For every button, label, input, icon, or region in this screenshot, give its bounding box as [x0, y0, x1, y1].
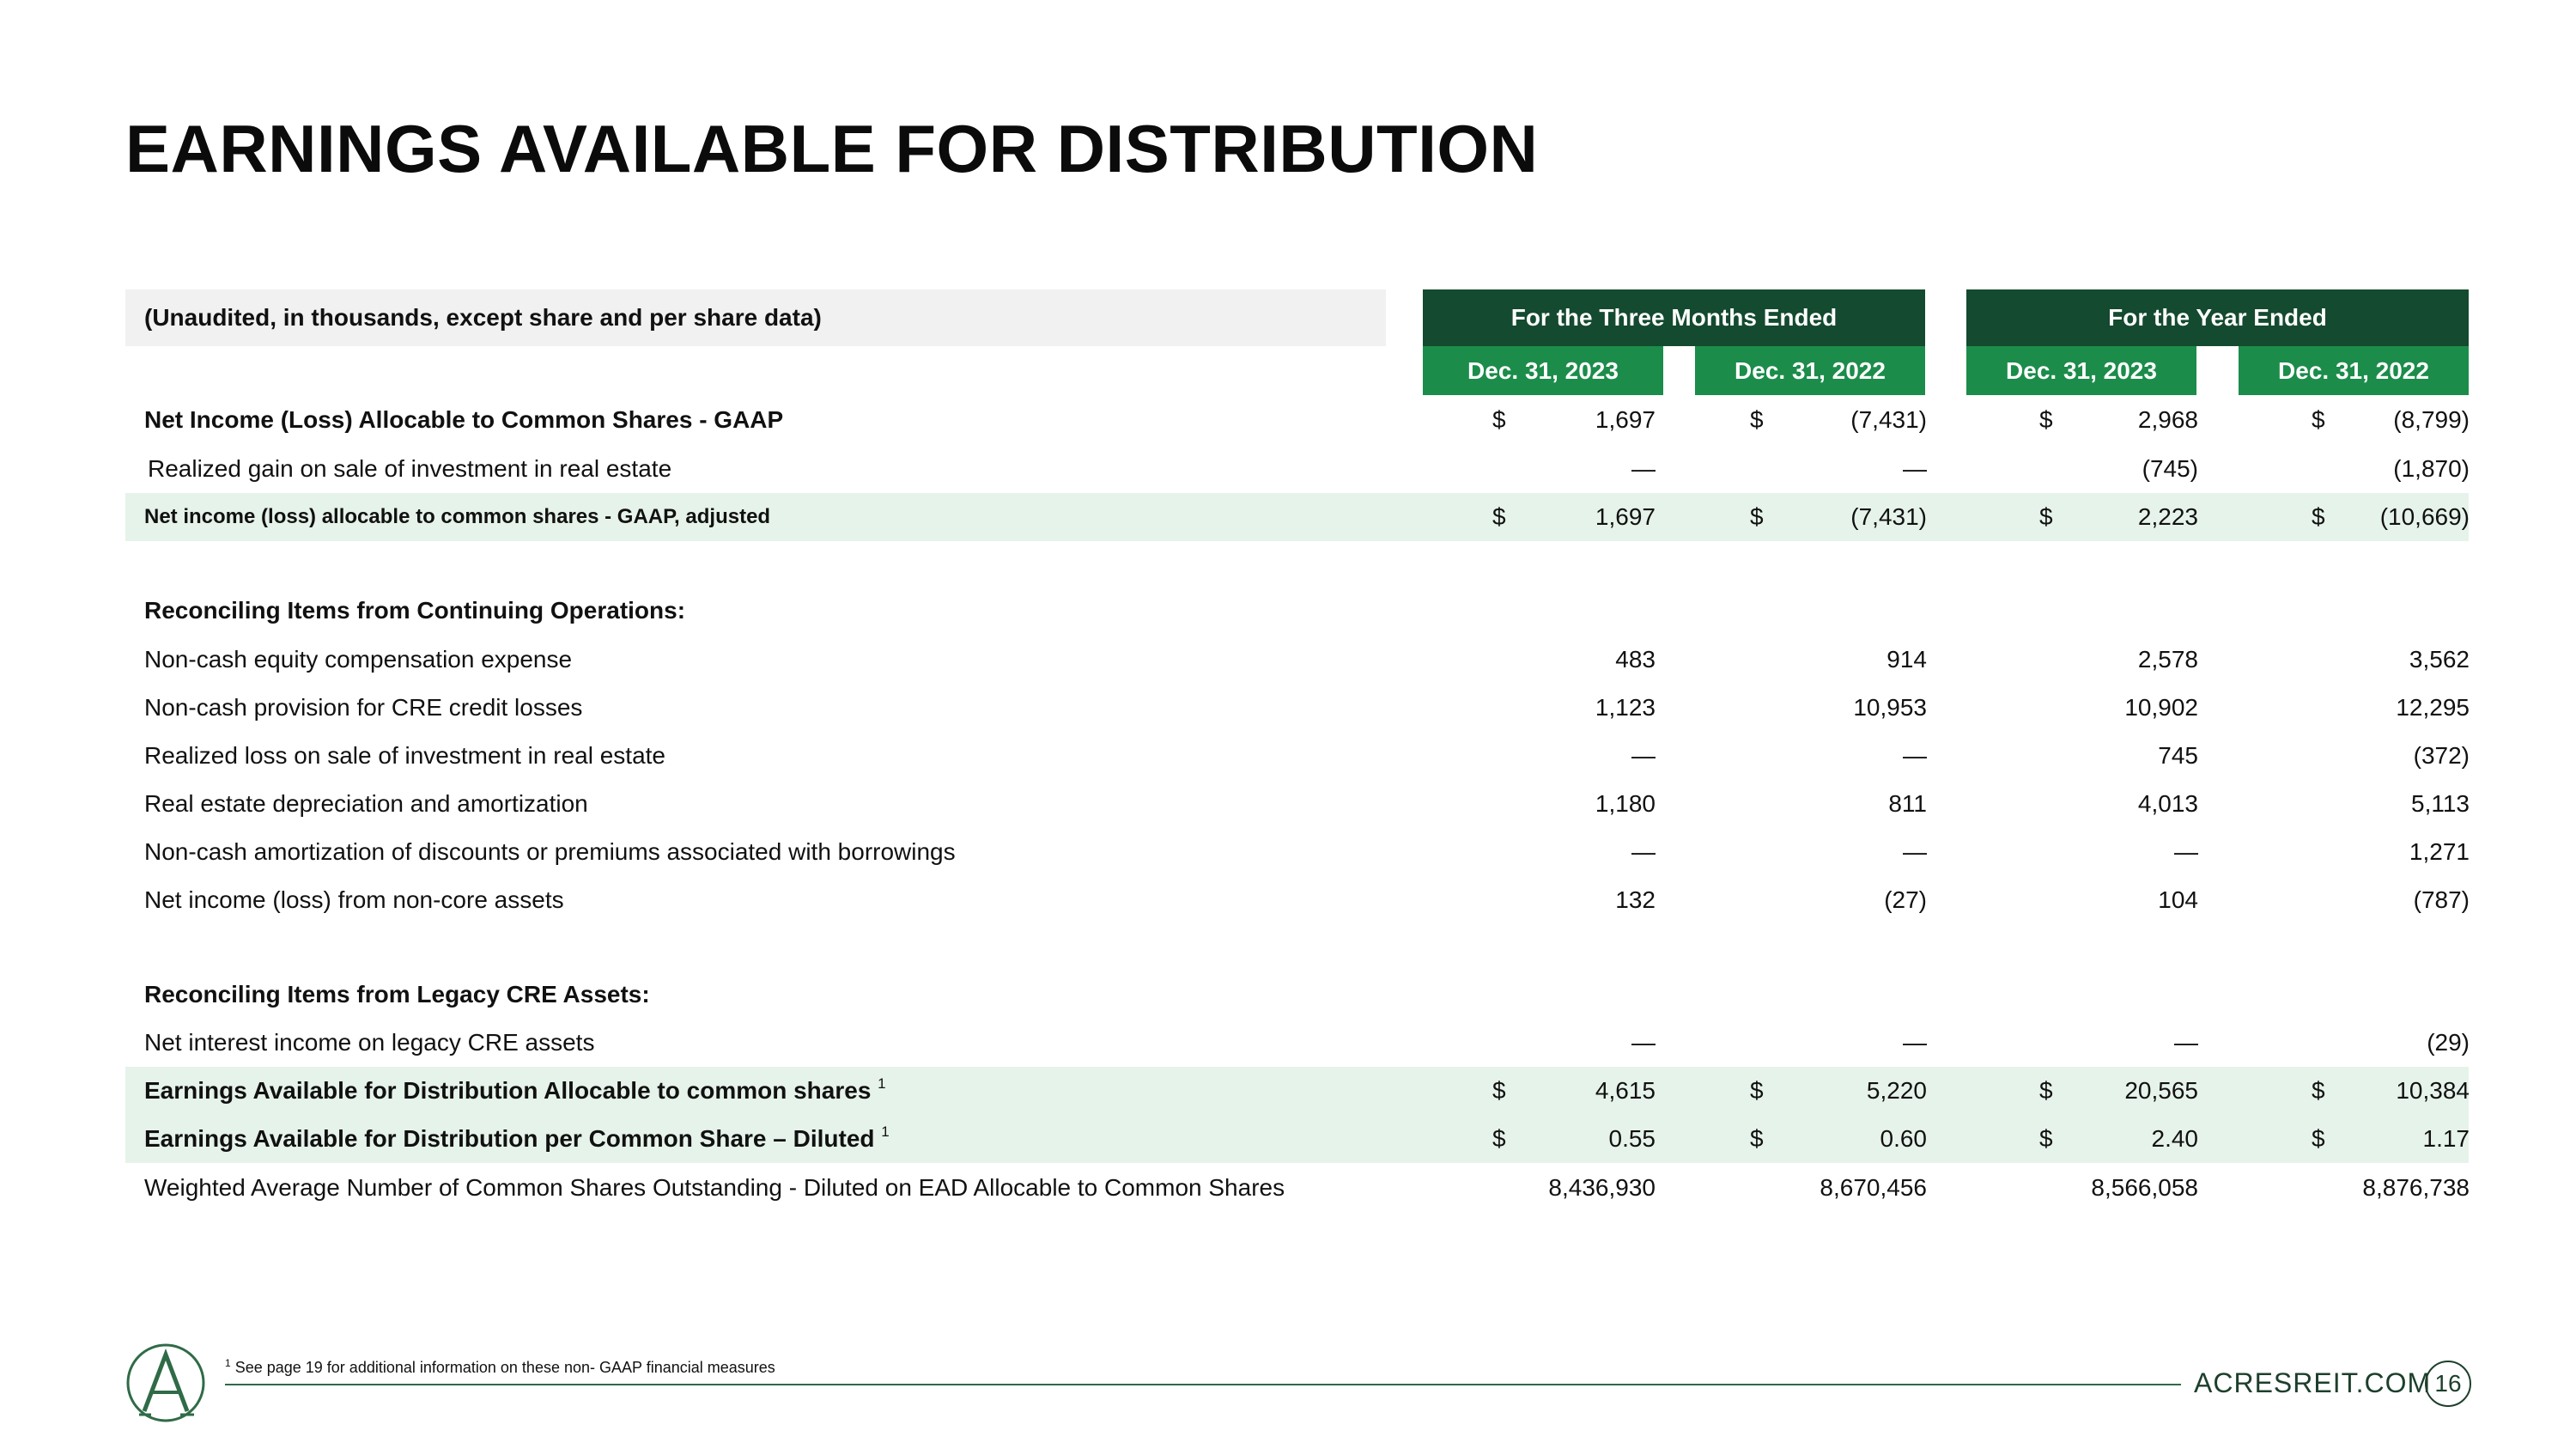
cell-q4-2022: (27) — [1884, 886, 1927, 913]
table-row — [125, 636, 2469, 684]
row-label: Realized gain on sale of investment in real estate — [148, 455, 672, 482]
cell-fy-2022: 3,562 — [2409, 646, 2470, 673]
table-header-label: (Unaudited, in thousands, except share and per share data) — [144, 304, 822, 331]
cell-q4-2023: 1,697 — [1595, 503, 1656, 530]
cell-fy-2023: 20,565 — [2124, 1077, 2198, 1104]
row-label: Non-cash provision for CRE credit losses — [144, 694, 583, 721]
table-row — [125, 876, 2469, 924]
cell-q4-2022: 0.60 — [1880, 1125, 1927, 1152]
cell-fy-2022: 10,384 — [2396, 1077, 2470, 1104]
cell-fy-2023: 2,578 — [2137, 646, 2198, 673]
website-link[interactable]: ACRESREIT.COM — [2194, 1367, 2432, 1398]
cell-fy-2023: (745) — [2142, 455, 2198, 482]
currency-symbol: $ — [2312, 1077, 2325, 1104]
group-header-year: For the Year Ended — [1966, 289, 2469, 346]
cell-fy-2023: — — [2174, 838, 2198, 865]
cell-fy-2022: 1,271 — [2409, 838, 2470, 865]
cell-fy-2022: (10,669) — [2379, 503, 2470, 530]
page-title: EARNINGS AVAILABLE FOR DISTRIBUTION — [125, 111, 1539, 186]
cell-fy-2022: 12,295 — [2396, 694, 2470, 721]
currency-symbol: $ — [1492, 406, 1506, 433]
cell-fy-2022: 5,113 — [2411, 790, 2470, 817]
cell-fy-2023: 2,968 — [2137, 406, 2198, 433]
cell-q4-2022: (7,431) — [1850, 406, 1927, 433]
table-row — [125, 828, 2469, 876]
table-row — [125, 971, 2469, 1019]
currency-symbol: $ — [2039, 1077, 2053, 1104]
table-row — [125, 1115, 2469, 1163]
currency-symbol: $ — [2039, 503, 2053, 530]
row-label: Realized loss on sale of investment in real estate — [144, 742, 665, 769]
cell-fy-2023: 745 — [2158, 742, 2198, 769]
cell-q4-2023: — — [1631, 1029, 1656, 1056]
cell-fy-2023: 8,566,058 — [2091, 1174, 2198, 1201]
group-header-three-months: For the Three Months Ended — [1423, 289, 1925, 346]
table-header-label-cell — [125, 289, 1386, 346]
table-row — [125, 684, 2469, 732]
cell-q4-2022: 811 — [1888, 790, 1927, 817]
row-label: Net income (loss) allocable to common shares - GAAP, adjusted — [144, 505, 771, 528]
currency-symbol: $ — [1750, 503, 1764, 530]
currency-symbol: $ — [2312, 503, 2325, 530]
row-label: Net Income (Loss) Allocable to Common Shares - GAAP — [144, 406, 784, 433]
row-label: Reconciling Items from Continuing Operations: — [144, 597, 686, 624]
page-number: 16 — [2425, 1361, 2471, 1407]
cell-q4-2022: 914 — [1886, 646, 1927, 673]
column-header-q4-2022: Dec. 31, 2022 — [1695, 346, 1925, 395]
table-row — [125, 396, 2469, 444]
table-row — [125, 1019, 2469, 1067]
row-label: Net interest income on legacy CRE assets — [144, 1029, 595, 1056]
cell-fy-2022: (787) — [2413, 886, 2470, 913]
table-row — [125, 1067, 2469, 1115]
footnote: $^1$ See page 19 for additional information on these non- GAAP financial measures — [225, 1357, 775, 1376]
cell-q4-2022: (7,431) — [1850, 503, 1927, 530]
cell-fy-2023: 2,223 — [2137, 503, 2198, 530]
cell-q4-2023: 1,180 — [1595, 790, 1656, 817]
table-row — [125, 780, 2469, 828]
cell-fy-2023: — — [2174, 1029, 2198, 1056]
column-header-q4-2023: Dec. 31, 2023 — [1423, 346, 1663, 395]
cell-fy-2023: 4,013 — [2137, 790, 2198, 817]
currency-symbol: $ — [1492, 1077, 1506, 1104]
cell-q4-2022: — — [1903, 455, 1927, 482]
cell-q4-2023: — — [1631, 838, 1656, 865]
currency-symbol: $ — [1492, 503, 1506, 530]
currency-symbol: $ — [1750, 406, 1764, 433]
cell-fy-2023: 2.40 — [2151, 1125, 2198, 1152]
cell-q4-2022: — — [1903, 838, 1927, 865]
currency-symbol: $ — [2039, 1125, 2053, 1152]
cell-fy-2022: (372) — [2413, 742, 2470, 769]
cell-q4-2023: 8,436,930 — [1548, 1174, 1656, 1201]
row-label: Net income (loss) from non-core assets — [144, 886, 564, 913]
cell-fy-2023: 10,902 — [2124, 694, 2198, 721]
acres-logo — [125, 1342, 206, 1423]
row-label: Real estate depreciation and amortization — [144, 790, 588, 817]
cell-q4-2023: 132 — [1615, 886, 1656, 913]
row-label: Reconciling Items from Legacy CRE Assets: — [144, 981, 650, 1008]
row-label: Earnings Available for Distribution per Common Share – Diluted $^1$ — [144, 1123, 890, 1152]
row-label: Non-cash equity compensation expense — [144, 646, 573, 673]
footer-divider — [225, 1384, 2181, 1385]
currency-symbol: $ — [2312, 406, 2325, 433]
table-row — [125, 445, 2469, 493]
cell-fy-2022: 1.17 — [2422, 1125, 2470, 1152]
cell-fy-2022: (29) — [2427, 1029, 2470, 1056]
row-label: Weighted Average Number of Common Shares Outstanding - Diluted on EAD Allocable to Common Shares — [144, 1174, 1285, 1201]
cell-q4-2022: 5,220 — [1866, 1077, 1927, 1104]
table-row — [125, 732, 2469, 780]
cell-q4-2022: — — [1903, 742, 1927, 769]
cell-q4-2023: 1,123 — [1595, 694, 1656, 721]
cell-q4-2022: 8,670,456 — [1820, 1174, 1927, 1201]
cell-q4-2023: 0.55 — [1608, 1125, 1656, 1152]
row-label: Earnings Available for Distribution Allocable to common shares $^1$ — [144, 1075, 886, 1104]
cell-fy-2022: 8,876,738 — [2362, 1174, 2470, 1201]
currency-symbol: $ — [1750, 1125, 1764, 1152]
currency-symbol: $ — [1750, 1077, 1764, 1104]
cell-q4-2023: 1,697 — [1595, 406, 1656, 433]
table-row — [125, 587, 2469, 635]
cell-q4-2022: 10,953 — [1853, 694, 1927, 721]
column-header-fy-2022: Dec. 31, 2022 — [2239, 346, 2469, 395]
cell-q4-2023: 483 — [1615, 646, 1656, 673]
table-row — [125, 493, 2469, 541]
cell-q4-2023: 4,615 — [1595, 1077, 1656, 1104]
currency-symbol: $ — [1492, 1125, 1506, 1152]
cell-fy-2022: (1,870) — [2393, 455, 2470, 482]
cell-fy-2023: 104 — [2158, 886, 2198, 913]
table-row — [125, 1164, 2469, 1212]
currency-symbol: $ — [2039, 406, 2053, 433]
cell-q4-2023: — — [1631, 742, 1656, 769]
row-label: Non-cash amortization of discounts or premiums associated with borrowings — [144, 838, 956, 865]
cell-q4-2022: — — [1903, 1029, 1927, 1056]
currency-symbol: $ — [2312, 1125, 2325, 1152]
cell-fy-2022: (8,799) — [2393, 406, 2470, 433]
cell-q4-2023: — — [1631, 455, 1656, 482]
column-header-fy-2023: Dec. 31, 2023 — [1966, 346, 2196, 395]
